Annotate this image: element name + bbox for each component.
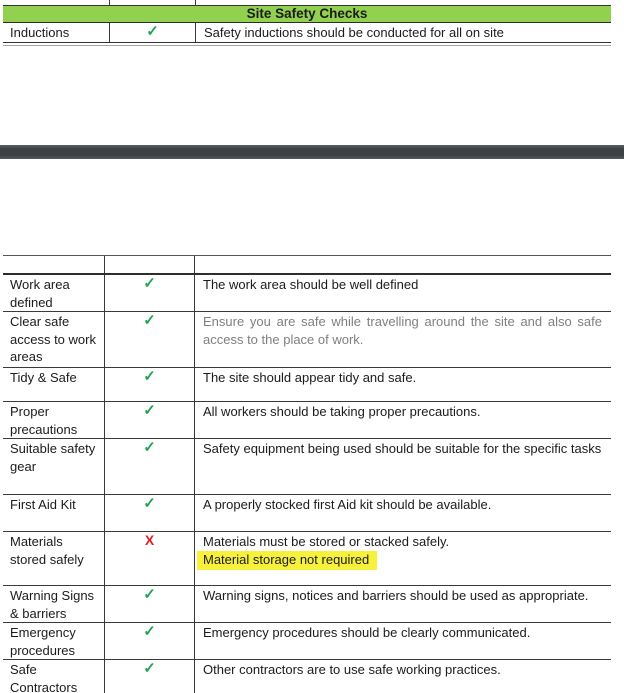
check-item-description — [195, 312, 611, 367]
status-icon: ✓ — [143, 312, 156, 329]
highlight-note-wrap — [203, 551, 602, 571]
status-icon: ✓ — [143, 586, 156, 603]
description-text: Warning signs, notices and barriers should be used as appropriate. — [203, 588, 589, 603]
status-cell — [105, 439, 195, 494]
status-cell — [105, 586, 195, 622]
description-text: All workers should be taking proper precautions. — [203, 404, 481, 419]
status-cell — [105, 495, 195, 531]
status-icon: ✓ — [143, 368, 156, 385]
status-cell — [105, 368, 195, 401]
check-item-label: First Aid Kit — [3, 495, 105, 531]
check-item-description — [196, 23, 611, 42]
check-item-label: Tidy & Safe — [3, 368, 105, 401]
spacer-cell — [196, 0, 611, 5]
partial-row-top — [3, 255, 611, 273]
table-title: Site Safety Checks — [3, 6, 611, 23]
check-item-description — [195, 439, 611, 494]
status-cell — [105, 623, 195, 659]
status-icon: ✓ — [143, 660, 156, 677]
check-item-label: Inductions — [3, 23, 110, 42]
description-text: A properly stocked first Aid kit should be available. — [203, 497, 492, 512]
description-text: Other contractors are to use safe working practices. — [203, 662, 501, 677]
description-text: The work area should be well defined — [203, 277, 419, 292]
spacer-cell — [3, 256, 105, 273]
status-icon: ✓ — [143, 402, 156, 419]
table-row — [3, 401, 611, 438]
check-item-description — [195, 532, 611, 585]
spacer-cell — [3, 0, 110, 5]
table-row — [3, 531, 611, 585]
table-row — [3, 273, 611, 311]
status-icon: ✓ — [143, 439, 156, 456]
status-cell — [105, 532, 195, 585]
description-text: Safety equipment being used should be suitable for the specific tasks — [203, 441, 602, 456]
status-cell — [110, 23, 196, 42]
check-item-label: Warning Signs & barriers — [3, 586, 105, 622]
check-item-label: Suitable safety gear — [3, 439, 105, 494]
check-item-description — [195, 275, 611, 311]
check-item-label: Clear safe access to work areas — [3, 312, 105, 367]
page-table-bottom-shadow — [3, 45, 611, 46]
spacer-cell — [110, 0, 196, 5]
description-text: The site should appear tidy and safe. — [203, 370, 417, 385]
description-text: Materials must be stored or stacked safely. — [203, 534, 450, 549]
table-row — [3, 438, 611, 494]
site-safety-table-page2 — [3, 255, 611, 693]
status-cell — [105, 275, 195, 311]
check-item-description — [195, 586, 611, 622]
table-rows-page2 — [3, 273, 611, 693]
highlight-note: Material storage not required — [197, 551, 377, 571]
status-icon: X — [144, 532, 155, 548]
status-icon: ✓ — [143, 495, 156, 512]
description-text: Safety inductions should be conducted for all on site — [204, 25, 504, 40]
check-item-description — [195, 660, 611, 693]
table-row — [3, 494, 611, 531]
table-row — [3, 311, 611, 367]
status-icon: ✓ — [143, 275, 156, 292]
table-row — [3, 23, 611, 43]
check-item-description — [195, 368, 611, 401]
spacer-cell — [195, 256, 611, 273]
status-cell — [105, 312, 195, 367]
check-item-description — [195, 623, 611, 659]
check-item-label: Materials stored safely — [3, 532, 105, 585]
check-item-label: Safe Contractors — [3, 660, 105, 693]
description-text: Emergency procedures should be clearly communicated. — [203, 625, 531, 640]
status-cell — [105, 402, 195, 438]
table-row — [3, 585, 611, 622]
table-row — [3, 622, 611, 659]
check-item-label: Work area defined — [3, 275, 105, 311]
description-text: Ensure you are safe while travelling around the site and also safe access to the place of work. — [203, 314, 602, 347]
check-item-description — [195, 402, 611, 438]
check-item-label: Proper precautions — [3, 402, 105, 438]
table-row — [3, 659, 611, 693]
status-icon: ✓ — [146, 23, 159, 40]
status-icon: ✓ — [143, 623, 156, 640]
table-rows-page1 — [3, 23, 611, 43]
page-separator-band — [0, 145, 624, 159]
spacer-cell — [105, 256, 195, 273]
site-safety-table-page1 — [3, 0, 611, 46]
table-row — [3, 367, 611, 401]
check-item-label: Emergency procedures — [3, 623, 105, 659]
check-item-description — [195, 495, 611, 531]
status-cell — [105, 660, 195, 693]
